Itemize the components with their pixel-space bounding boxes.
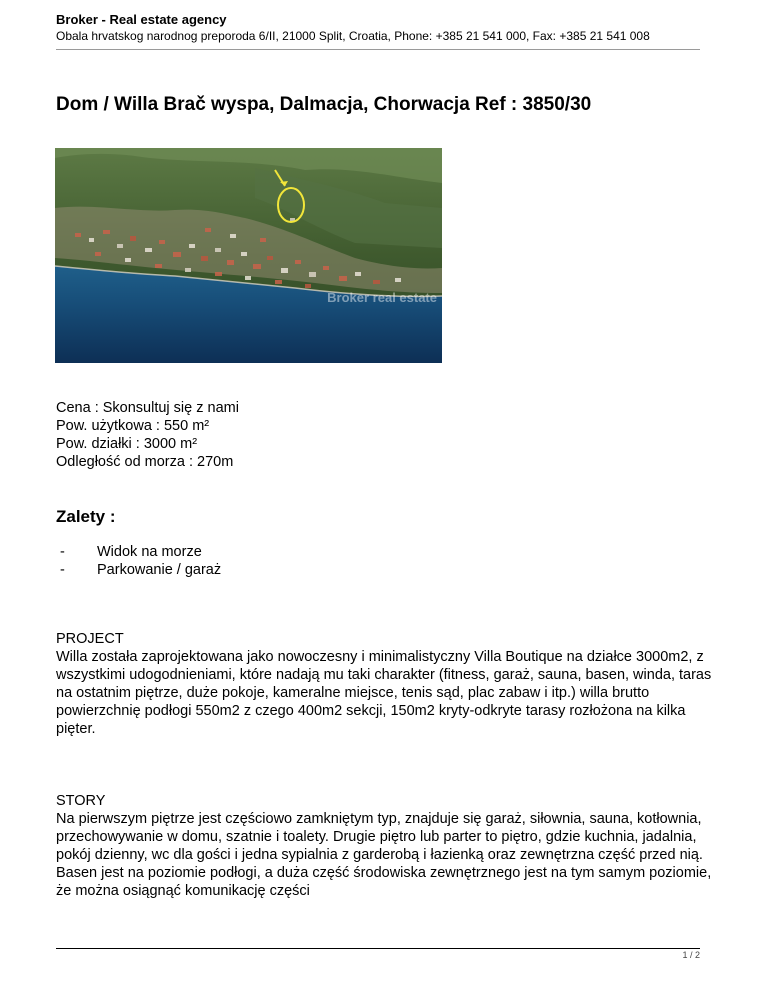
photo-watermark: Broker real estate	[327, 290, 437, 305]
project-section	[56, 630, 716, 738]
story-section	[56, 792, 716, 900]
advantages-heading: Zalety :	[56, 507, 116, 526]
fact-distance-to-sea: Odległość od morza : 270m	[56, 454, 234, 470]
page-number: 1 / 2	[682, 950, 700, 960]
project-title: PROJECT	[56, 631, 124, 647]
company-address: Obala hrvatskog narodnog preporoda 6/II, 21000 Split, Croatia, Phone: +385 21 541 000, Fax: +385 21 541 008	[56, 29, 650, 43]
footer-divider	[56, 948, 700, 949]
header-divider	[56, 49, 700, 50]
list-item: - Widok na morze	[60, 544, 202, 560]
listing-title: Dom / Willa Brač wyspa, Dalmacja, Chorwacja Ref : 3850/30	[56, 94, 592, 115]
advantages-list	[56, 543, 221, 579]
project-text: Willa została zaprojektowana jako nowoczesny i minimalistyczny Villa Boutique na działce 3000m2, z wszystkimi udogodnieniami, które nadają mu taki charakter (fitness, garaż, sauna, basen, winda, taras na ostatnim piętrze, duże pokoje, kameralne miejsce, tenis sąd, plac zabaw i itp.) willa brutto powierzchnię podłogi 550m2 z czego 400m2 sekcji, 150m2 kryty-odkryte tarasy rozłożona na kilka pięter.	[56, 649, 712, 737]
story-text: Na pierwszym piętrze jest częściowo zamkniętym typ, znajduje się garaż, siłownia, sauna, kotłownia, przechowywanie w domu, szatnie i toalety. Drugie piętro lub parter to piętro, gdzie kuchnia, jadalnia, pokój dzienny, wc dla gości i jedna sypialnia z garderobą i łazienką oraz zewnętrzna część przed nią. Basen jest na poziomie podłogi, a duża część środowiska zewnętrznego jest na tym samym poziomie, że można osiągnąć komunikację części	[56, 811, 712, 899]
fact-living-area: Pow. użytkowa : 550 m²	[56, 418, 210, 434]
list-item: - Parkowanie / garaż	[60, 562, 222, 578]
story-title: STORY	[56, 793, 106, 809]
advantage-label: Widok na morze	[97, 544, 202, 560]
company-name: Broker - Real estate agency	[56, 12, 227, 27]
fact-plot-size: Pow. działki : 3000 m²	[56, 436, 198, 452]
advantage-label: Parkowanie / garaż	[97, 562, 222, 578]
page-header	[56, 12, 700, 44]
property-facts	[56, 399, 239, 471]
property-aerial-photo	[55, 148, 442, 363]
fact-price: Cena : Skonsultuj się z nami	[56, 400, 239, 416]
